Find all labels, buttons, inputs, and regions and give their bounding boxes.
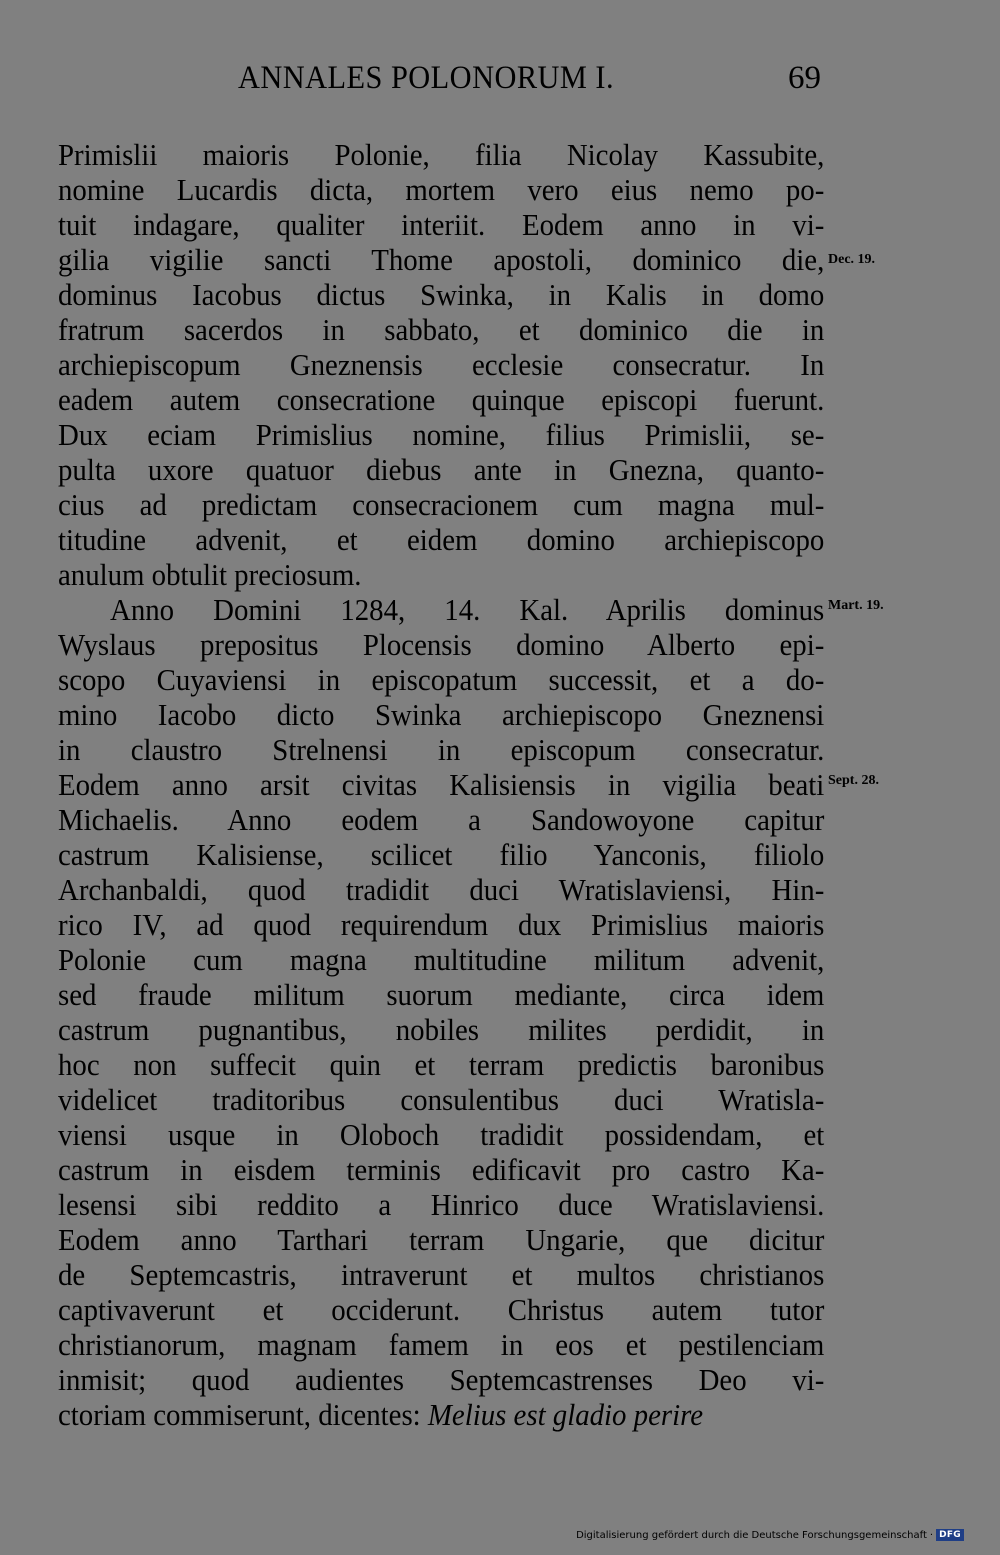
credit-text: Digitalisierung gefördert durch die Deutsche Forschungsgemeinschaft — [576, 1529, 927, 1541]
text-line: Polonie cum magna multitudine militum advenit, — [58, 942, 825, 977]
text-line: christianorum, magnam famem in eos et pestilenciam — [58, 1327, 825, 1362]
page-header — [0, 60, 1000, 100]
text-line: gilia vigilie sancti Thome apostoli, dominico die, — [58, 242, 825, 277]
dfg-logo-icon: DFG — [936, 1529, 964, 1541]
text-line: mino Iacobo dicto Swinka archiepiscopo Gneznensi — [58, 697, 825, 732]
text-line: cius ad predictam consecracionem cum magna mul- — [58, 487, 825, 522]
text-line: Archanbaldi, quod tradidit duci Wratislaviensi, Hin- — [58, 872, 825, 907]
text-line: Eodem anno arsit civitas Kalisiensis in vigilia beati — [58, 767, 825, 802]
text-line: rico IV, ad quod requirendum dux Primislius maioris — [58, 907, 825, 942]
text-line: inmisit; quod audientes Septemcastrenses Deo vi- — [58, 1362, 825, 1397]
text-line: viensi usque in Oloboch tradidit possidendam, et — [58, 1117, 825, 1152]
text-line: pulta uxore quatuor diebus ante in Gnezna, quanto- — [58, 452, 825, 487]
margin-note-date: Dec. 19. — [828, 252, 876, 267]
text-line: anulum obtulit preciosum. — [58, 557, 362, 592]
text-line: Wyslaus prepositus Plocensis domino Alberto epi- — [58, 627, 825, 662]
credit-separator: · — [929, 1529, 934, 1541]
text-line: archiepiscopum Gneznensis ecclesie consecratur. In — [58, 347, 825, 382]
text-line: videlicet traditoribus consulentibus duci Wratisla- — [58, 1082, 825, 1117]
text-line: castrum Kalisiense, scilicet filio Yanconis, filiolo — [58, 837, 825, 872]
text-line: scopo Cuyaviensi in episcopatum successit, et a do- — [58, 662, 825, 697]
text-line-italic: Melius est gladio perire — [427, 1397, 704, 1432]
text-line: Dux eciam Primislius nomine, filius Primislii, se- — [58, 417, 825, 452]
text-line: dominus Iacobus dictus Swinka, in Kalis in domo — [58, 277, 825, 312]
text-line: Primislii maioris Polonie, filia Nicolay Kassubite, — [58, 137, 825, 172]
text-line: titudine advenit, et eidem domino archiepiscopo — [58, 522, 825, 557]
text-line: captivaverunt et occiderunt. Christus autem tutor — [58, 1292, 825, 1327]
text-line-roman: ctoriam commiserunt, dicentes: — [58, 1397, 421, 1432]
margin-note-date: Sept. 28. — [828, 773, 879, 788]
text-line: tuit indagare, qualiter interiit. Eodem anno in vi- — [58, 207, 825, 242]
text-line: nomine Lucardis dicta, mortem vero eius nemo po- — [58, 172, 825, 207]
text-line: in claustro Strelnensi in episcopum consecratur. — [58, 732, 825, 767]
text-line: sed fraude militum suorum mediante, circa idem — [58, 977, 825, 1012]
page-number: 69 — [788, 60, 821, 96]
margin-note-date: Mart. 19. — [828, 598, 884, 613]
text-line: Eodem anno Tarthari terram Ungarie, que dicitur — [58, 1222, 825, 1257]
running-title: ANNALES POLONORUM I. — [238, 60, 615, 96]
text-line: fratrum sacerdos in sabbato, et dominico die in — [58, 312, 825, 347]
text-line: castrum pugnantibus, nobiles milites perdidit, in — [58, 1012, 825, 1047]
digitization-credit — [576, 1529, 964, 1541]
text-line: lesensi sibi reddito a Hinrico duce Wratislaviensi. — [58, 1187, 825, 1222]
text-line: Michaelis. Anno eodem a Sandowoyone capitur — [58, 802, 825, 837]
text-line: castrum in eisdem terminis edificavit pro castro Ka- — [58, 1152, 825, 1187]
text-line — [58, 1397, 824, 1432]
text-line: eadem autem consecratione quinque episcopi fuerunt. — [58, 382, 825, 417]
text-line: hoc non suffecit quin et terram predictis baronibus — [58, 1047, 825, 1082]
text-line: de Septemcastris, intraverunt et multos christianos — [58, 1257, 825, 1292]
text-line: Anno Domini 1284, 14. Kal. Aprilis dominus — [110, 592, 825, 627]
